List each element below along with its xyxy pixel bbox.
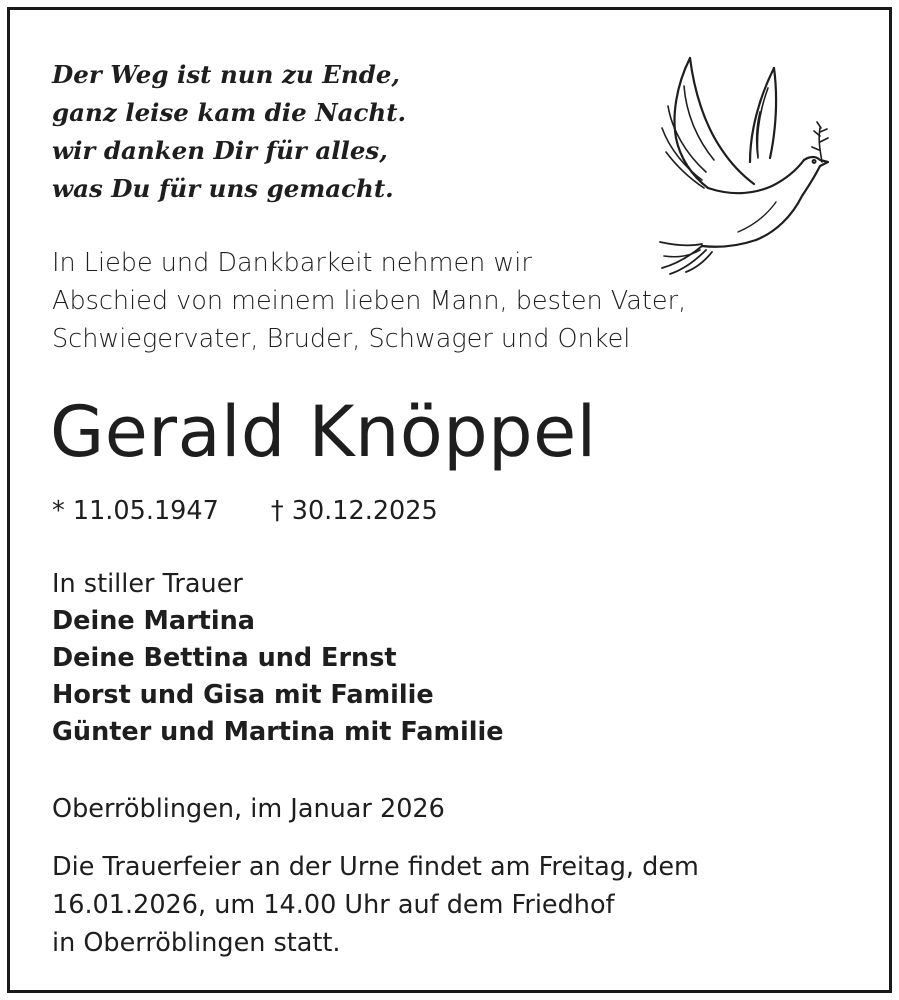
mourner-name: Günter und Martina mit Familie: [52, 717, 504, 747]
service-line: 16.01.2026, um 14.00 Uhr auf dem Friedhof: [52, 890, 615, 920]
birth-date: * 11.05.1947: [52, 496, 219, 526]
mourner-name: Deine Bettina und Ernst: [52, 643, 397, 673]
intro-text: [52, 244, 686, 358]
service-line: Die Trauerfeier an der Urne findet am Freitag, dem: [52, 852, 699, 882]
intro-line: In Liebe und Dankbarkeit nehmen wir: [52, 248, 532, 278]
memorial-verse: [52, 56, 406, 208]
funeral-service-info: [52, 848, 699, 962]
intro-line: Schwiegervater, Bruder, Schwager und Onkel: [52, 324, 631, 354]
service-line: in Oberröblingen statt.: [52, 928, 341, 958]
life-dates: [52, 492, 438, 530]
intro-line: Abschied von meinem lieben Mann, besten Vater,: [52, 286, 687, 316]
dove-with-olive-branch-icon: [642, 46, 832, 276]
deceased-name: Gerald Knöppel: [50, 391, 597, 473]
death-date: † 30.12.2025: [270, 496, 438, 526]
verse-line: wir danken Dir für alles,: [52, 136, 388, 165]
mourner-name: Horst und Gisa mit Familie: [52, 680, 434, 710]
verse-line: was Du für uns gemacht.: [52, 174, 394, 203]
verse-line: Der Weg ist nun zu Ende,: [52, 60, 400, 89]
mourners-intro: In stiller Trauer: [52, 569, 243, 599]
obituary-notice: [7, 7, 892, 993]
verse-line: ganz leise kam die Nacht.: [52, 98, 407, 127]
place-and-date: Oberröblingen, im Januar 2026: [52, 794, 445, 824]
mourner-name: Deine Martina: [52, 606, 255, 636]
mourners-list: [52, 566, 504, 751]
